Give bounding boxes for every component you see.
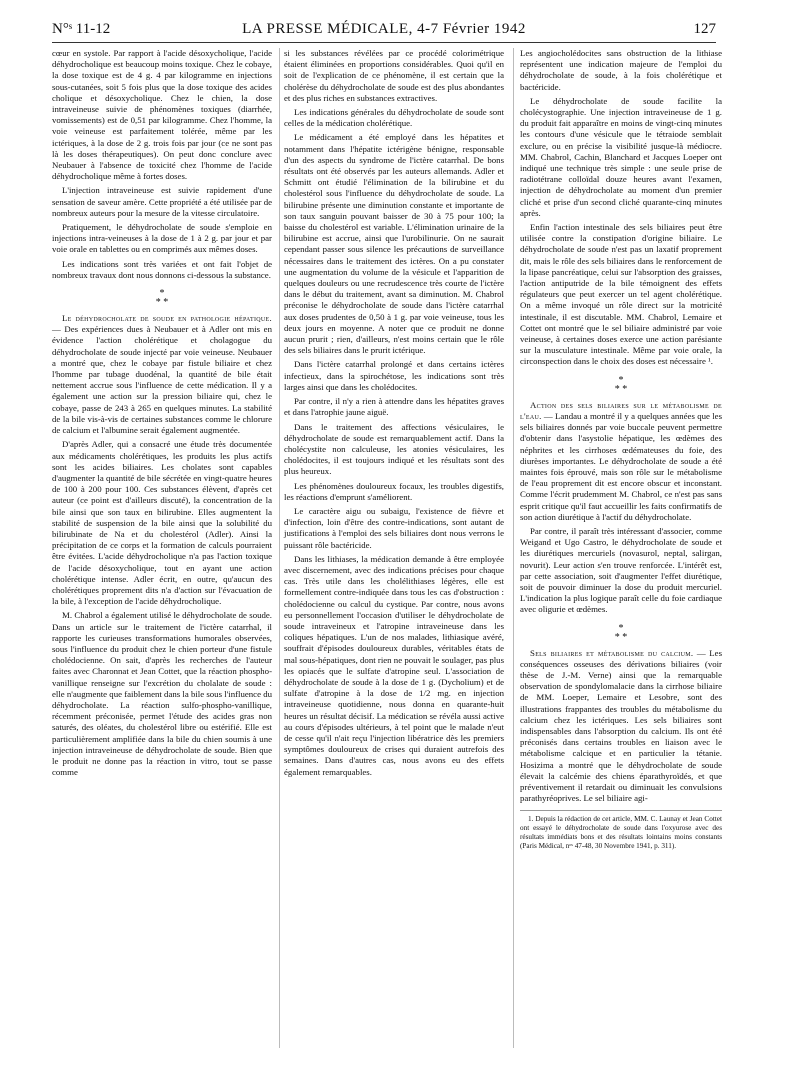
section-separator: * * * bbox=[614, 622, 628, 643]
section-separator: * * * bbox=[155, 288, 169, 309]
page-number: 127 bbox=[693, 21, 716, 37]
section-paragraph: Le déhydrocholate de soude en pathologie hépatique. — Des expériences dues à Neubauer et à Adler ont mis en évidence l'action cholérétique et cholagogue du déhydrocholate de soude injecté par voie veineuse. Neubauer a montré que, chez le cobaye par fistule biliaire et chez l'homme par tubage duodénal, la quantité de bile était nettement accrue sous l'influence de cette médication. Il y a également une action sur la pression biliaire qui, chez le cobaye, passe de 243 à 265 en quelques minutes. La stabilité de la bile vis-à-vis de certaines substances comme le chlorure de calcium et l'albumine serait également augmentée. bbox=[52, 313, 272, 436]
paragraph: Le caractère aigu ou subaigu, l'existence de fièvre et d'infection, loin d'être des contre-indications, sont autant de justifications à l'emploi des sels biliaires dont nous verrons le puissant rôle bactéricide. bbox=[284, 505, 504, 550]
paragraph: Les angiocholédocites sans obstruction de la lithiase représentent une indication majeure de l'emploi du déhydrocholate de soude, à la fois cholérétique et bactéricide. bbox=[520, 48, 722, 92]
column-divider bbox=[279, 48, 280, 1048]
section-separator: * * * bbox=[614, 374, 628, 395]
paragraph: Le médicament a été employé dans les hépatites et notamment dans l'hépatite ictérigène bénigne, responsable d'un des aspects du syndrome de l'ictère catarrhal. De bons résultats ont été observés par les auteurs allemands. Adler et Schmitt ont étudié l'élimination de la bilirubine et du cholestérol sous l'influence du déhydrocholate de soude. La bilirubine présente une diminution constante et importante de son taux sanguin pouvant baisser de 30 à 75 pour 100; la baisse du cholestérol est variable. L'élimination urinaire de la bilirubine est accrue, ainsi que l'urobilinurie. On ne saurait cependant passer sous silence les précautions de surveillance nécessaires dans le traitement des ictères. On a pu constater une augmentation du volume de la vésicule et l'apparition de quelques douleurs ou une recrudescence très courte de l'ictère dans le début du traitement, avant sa diminution. M. Chabrol préconise le déhydrocholate de soude dans l'ictère catarrhal aux doses prudentes de 0,50 à 1 g. par voie veineuse, tous les deux jours en moyenne. A noter que ce produit ne donne aucun prurit ; rien, d'ailleurs, n'est moins certain que le rôle des sels biliaires dans le prurit ictérique. bbox=[284, 132, 504, 356]
column-1 bbox=[52, 48, 272, 781]
column-2 bbox=[284, 48, 504, 781]
paragraph: Les indications sont très variées et ont fait l'objet de nombreux travaux dont nous donnons ci-dessous la substance. bbox=[52, 258, 272, 280]
paragraph: si les substances révélées par ce procédé colorimétrique étaient éliminées en proportions considérables. Quoi qu'il en soit de l'explication de ce phénomène, il est certain que la cholérèse du déhydrocholate de soude est des plus abondantes et des plus riches en substances extractives. bbox=[284, 48, 504, 103]
journal-title: LA PRESSE MÉDICALE, 4-7 Février 1942 bbox=[242, 21, 526, 37]
paragraph: Dans le traitement des affections vésiculaires, le déhydrocholate de soude est remarquablement actif. Dans la cholécystite non calculeuse, les atonies vésiculaires, les cholédocites, il est toujours indiqué et les résultats sont des plus heureux. bbox=[284, 421, 504, 477]
paragraph: Pratiquement, le déhydrocholate de soude s'emploie en injections intra-veineuses à la dose de 1 à 2 g. par jour et par voie orale en tablettes ou en comprimés aux mêmes doses. bbox=[52, 222, 272, 255]
paragraph: Le déhydrocholate de soude facilite la cholécystographie. Une injection intraveineuse de 1 g. du produit fait apparaître en moins de vingt-cinq minutes les contours d'une vésicule que le tétraiode semblait exclure, ou en précise la visibilité jusque-là médiocre. MM. Chabrol, Cachin, Blanchard et Jacques Loeper ont indiqué une technique très simple : une seule prise de radiotétrane colloïdal douze heures avant l'examen, injection de déhydrocholate au moment d'un premier cliché et prise d'un second cliché quarante-cinq minutes après. bbox=[520, 95, 722, 218]
paragraph: Par contre, il paraît très intéressant d'associer, comme Weigand et Ugo Castro, le déhydrocholate de soude et les diurétiques mercuriels (novasurol, neptal, salirgan, novurit). Leur action s'en trouve renforcée. L'intérêt est, par cette association, soit d'augmenter l'effet diurétique, soit de pouvoir diminuer la dose du produit mercuriel. L'indication la plus logique paraît celle du foie cardiaque avec oligurie et œdèmes. bbox=[520, 525, 722, 615]
page-header bbox=[52, 18, 716, 40]
section-paragraph: Action des sels biliaires sur le métabolisme de l'eau. — Landau a montré il y a quelques années que les sels biliaires donnés par voie buccale peuvent permettre d'obtenir dans l'asystolie hépatique, les œdèmes des néphrites et les cirrhoses œdémateuses du foie, des diurèses importantes. Le déhydrocholate de soude a été maintes fois éprouvé, mais son rôle sur le métabolisme de l'eau proprement dit est encore obscur et inconstant. Comme l'écrit prudemment M. Chabrol, ce n'est pas sans esprit critique qu'il faut accueillir les faits confirmatifs de son action diurétique à l'actif du déhydrocholate. bbox=[520, 399, 722, 522]
column-3 bbox=[520, 48, 722, 854]
paragraph: D'après Adler, qui a consacré une étude très documentée aux médicaments cholérétiques, les produits les plus actifs sont les acides biliaires. Les cholates sont capables d'augmenter la quantité de bile sécrétée en vingt-quatre heures de 100 à 200 pour 100. Ces substances élèvent, d'après cet auteur (ce point est d'ailleurs discuté), la concentration de la bile ainsi que son taux en bilirubine. Elles augmentent la stabilité de suspension de la bile ainsi que la solubilité du bilirubinate de Na et du cholestérol (Adler). Ainsi la précipitation de ce corps et la formation de calculs pourraient être évitées. L'acide déhydrocholique n'a pas l'action toxique de l'acide désoxycholique, tout en ayant une action cholérétique intense. Adler écrit, en outre, qu'aucun des cholérétiques proprement dits n'a d'action sur l'évacuation de la bile, à l'exception de l'acide déhydrocholique. bbox=[52, 439, 272, 607]
paragraph: Les phénomènes douloureux focaux, les troubles digestifs, les réactions d'emprunt s'améliorent. bbox=[284, 480, 504, 502]
section-heading: Le déhydrocholate de soude en pathologie hépatique. bbox=[62, 313, 272, 324]
footnote bbox=[520, 810, 722, 851]
section-paragraph: Sels biliaires et métabolisme du calcium. — Les conséquences osseuses des dérivations biliaires (voir thèse de J.-M. Verne) ainsi que la remarquable observation de spondylomalacie dans la cirrhose biliaire de MM. Loeper, Lemaire et Lesobre, sont des illustrations frappantes des troubles du métabolisme du calcium chez les ictériques. Les sels biliaires sont indispensables dans l'absorption du calcium. Ils ont été préconisés dans certains troubles en liaison avec le métabolisme calcique et en particulier la tétanie. Hosizima a montré que le déhydrocholate de soude élevait la calcémie des chiens éparathyroïdés, et que préventivement il retardait ou diminuait les convulsions parathyréoprives. Le sel biliaire agi- bbox=[520, 647, 722, 804]
paragraph: M. Chabrol a également utilisé le déhydrocholate de soude. Dans un article sur le traitement de l'ictère catarrhal, il rapporte les curieuses transformations humorales observées, sous l'influence du produit chez le chien porteur d'une fistule cholédocienne. On sait, d'après les recherches de l'auteur faites avec Charonnat et Jean Cottet, que la réaction phospho-vanillique renseigne sur l'excrétion du cholalate de soude : elle n'augmente que faiblement dans la bile sous l'influence du déhydrocholate. La réaction sulfo-phospho-vanillique, récemment préconisée, permet l'étude des acides gras non saturés, des oléates, du cholestérol libre ou estérifié. Elle est particulièrement amplifiée dans la bile du chien soumis à une injection intraveineuse de déhydrocholate de soude. Bien que le produit ne donne pas la réaction in vitro, tout se passe comme bbox=[52, 610, 272, 778]
paragraph: Dans l'ictère catarrhal prolongé et dans certains ictères infectieux, dans la spirochétose, les indications sont très larges ainsi que dans les cholédocites. bbox=[284, 359, 504, 392]
paragraph: Les indications générales du déhydrocholate de soude sont celles de la médication cholérétique. bbox=[284, 107, 504, 129]
issue-number: N°ˢ 11-12 bbox=[52, 21, 111, 37]
header-rule bbox=[52, 42, 716, 43]
section-heading: Action des sels biliaires sur le métabolisme de l'eau. bbox=[520, 399, 722, 421]
footnote-text: 1. Depuis la rédaction de cet article, MM. C. Launay et Jean Cottet ont essayé le déhydrocholate de soude dans l'oxyurose avec des résultats immédiats bons et des résultats lointains moins constants (Paris Médical, nᵒˢ 47-48, 30 Novembre 1941, p. 311). bbox=[520, 815, 722, 851]
paragraph: Par contre, il n'y a rien à attendre dans les hépatites graves et dans l'atrophie jaune aiguë. bbox=[284, 396, 504, 418]
column-divider bbox=[513, 48, 514, 1048]
section-heading: Sels biliaires et métabolisme du calcium. bbox=[530, 647, 694, 658]
paragraph: Enfin l'action intestinale des sels biliaires peut être utilisée contre la constipation d'origine biliaire. Le déhydrocholate de soude n'est pas un laxatif proprement dit, mais le rôle des sels biliaires dans le renforcement de la lipase pancréatique, celui sur l'absorption des graisses, l'action antiputride de la bile témoignent des effets régulateurs que peut exercer un tel agent cholérétique. On a même invoqué un rôle direct sur la motricité intestinale, il est discutable. MM. Chabrol, Lemaire et Cottet ont montré que le sel biliaire administré par voie veineuse, à certaines doses exerce une action parésiante sur la musculature intestinale. Même par voie orale, la circonspection dans le choix des doses est nécessaire ¹. bbox=[520, 222, 722, 367]
paragraph: Dans les lithiases, la médication demande à être employée avec discernement, avec des indications précises pour chaque cas. Très utile dans les cholélithiases légères, elle est formellement contre-indiquée dans tous les cas d'obstruction : cholédocienne ou calcul du cystique. Par contre, nous avons eu personnellement l'occasion d'utiliser le déhydrocholate de soude intraveineux et l'atropine intraveineuse dans les coliques hépatiques. L'un de nos malades, lithiasique avéré, souffrait d'épisodes douloureux durables, véritables états de mal sous-hépatiques, dont rien ne pouvait le soulager, pas plus les opiacés que le sulfate d'atropine seul. L'association de déhydrocholate de soude à la dose de 1 g. (Dycholium) et de sulfate d'atropine à la dose de 1/2 mg. en injection intraveineuse quotidienne, nous donna en quarante-huit heures un résultat décisif. La médication se révéla aussi active au cours d'épisodes ultérieurs, à tel point que le malade n'eut de cesse qu'il n'ait reçu l'injection libératrice dès les premiers symptômes douloureux de crises qui duraient autrefois des semaines. Dans d'autres cas, nous avons eu des effets également remarquables. bbox=[284, 553, 504, 777]
paragraph: L'injection intraveineuse est suivie rapidement d'une sensation de saveur amère. Cette propriété a été utilisée par de nombreux auteurs pour la mesure de la vitesse circulatoire. bbox=[52, 185, 272, 218]
paragraph: cœur en systole. Par rapport à l'acide désoxycholique, l'acide déhydrocholique est beaucoup moins toxique. Chez le cobaye, la dose toxique est de 4 g. 4 par kilogramme en injections sous-cutanées, soit 5 fois plus que la dose toxique des acides cholique et désoxycholique. Chez le chien, la dose intraveineuse suivie de phénomènes toxiques (diarrhée, vomissements) est de 0,51 par kilogramme. Chez l'homme, la voie veineuse est parfaitement tolérée, même par les ictériques, à la dose de 2 g. trois fois par jour (ce ne sont pas là les doses thérapeutiques). On peut donc conclure avec Neubauer à l'absence de toxicité chez l'homme de l'acide déhydrocholique même à fortes doses. bbox=[52, 48, 272, 182]
